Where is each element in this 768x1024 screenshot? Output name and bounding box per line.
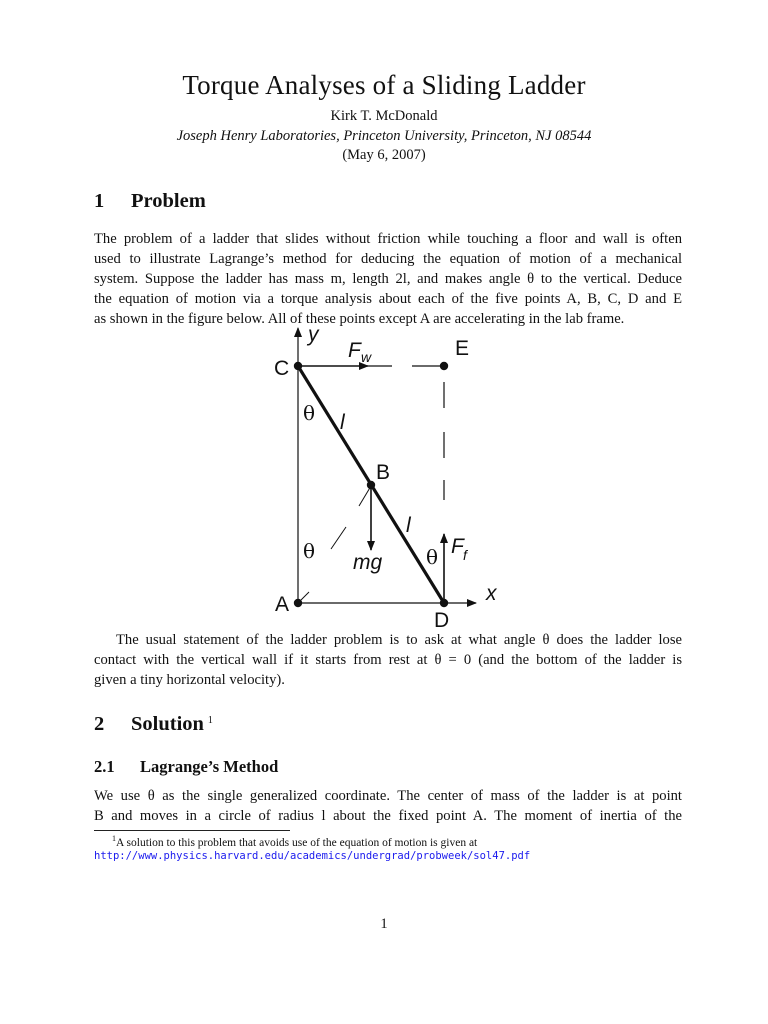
point-a-dot <box>294 599 302 607</box>
theta-right-symbol: θ <box>426 545 439 569</box>
paper-date: (May 6, 2007) <box>342 147 426 163</box>
footnote-body: A solution to this problem that avoids use of the equation of motion is given at <box>116 836 478 849</box>
text-line: B and moves in a circle of radius l about the fixed point A. The moment of inertia of the <box>94 808 682 824</box>
point-d-dot <box>440 599 448 607</box>
point-e-dot <box>440 362 448 370</box>
ladder-figure <box>260 320 520 630</box>
page-number: 1 <box>380 916 388 932</box>
author-name: Kirk T. McDonald <box>330 108 438 124</box>
point-c-dot <box>294 362 302 370</box>
subsection-2-1-paragraph <box>94 786 682 826</box>
text-line: given a tiny horizontal velocity). <box>94 672 285 688</box>
subsection-title: Lagrange’s Method <box>140 757 279 776</box>
point-b-dot <box>367 481 375 489</box>
wall-force-subscript: w <box>361 349 372 365</box>
point-d-label: D <box>434 609 450 630</box>
footnote-rule <box>94 830 290 831</box>
author-affiliation: Joseph Henry Laboratories, Princeton University, Princeton, NJ 08544 <box>176 128 592 144</box>
diagonal-tick <box>331 527 346 549</box>
x-axis-label: x <box>486 582 497 605</box>
point-b-label: B <box>376 461 391 484</box>
section-1-paragraph <box>94 229 682 329</box>
footnote-text <box>112 834 712 849</box>
point-a-label: A <box>275 593 290 616</box>
theta-top-symbol: θ <box>303 401 316 425</box>
section-title: Solution <box>131 713 204 735</box>
footnote-number: 1 <box>112 834 116 843</box>
theta-left-symbol: θ <box>303 539 316 563</box>
text-line: The usual statement of the ladder problem is to ask at what angle θ does the ladder lose <box>116 632 682 648</box>
weight-label: mg <box>353 551 383 574</box>
upper-half-length-label: l <box>340 411 345 434</box>
text-line: as shown in the figure below. All of these points except A are accelerating in the lab frame. <box>94 311 625 327</box>
diagonal-tick <box>359 486 371 506</box>
figure-followup-paragraph <box>94 630 682 690</box>
lower-half-length-label: l <box>406 514 411 537</box>
text-line: system. Suppose the ladder has mass m, length 2l, and makes angle θ to the vertical. Deduce <box>94 271 682 287</box>
section-1-heading <box>94 190 206 213</box>
y-axis-label: y <box>308 323 319 346</box>
text-line: contact with the vertical wall if it starts from rest at θ = 0 (and the bottom of the ladder is <box>94 652 682 668</box>
text-line: The problem of a ladder that slides without friction while touching a floor and wall is often <box>94 231 682 247</box>
subsection-number: 2.1 <box>94 757 115 776</box>
section-number: 2 <box>94 713 105 735</box>
floor-force-subscript: f <box>463 547 467 563</box>
section-number: 1 <box>94 190 105 212</box>
footnote-mark: 1 <box>207 715 213 726</box>
section-2-heading <box>94 713 213 736</box>
wall-force-label: F <box>348 339 361 362</box>
section-title: Problem <box>131 190 206 212</box>
text-line: We use θ as the single generalized coordinate. The center of mass of the ladder is at point <box>94 788 682 804</box>
point-c-label: C <box>274 357 290 380</box>
paper-title: Torque Analyses of a Sliding Ladder <box>182 70 586 100</box>
footnote-link[interactable]: http://www.physics.harvard.edu/academics/undergrad/probweek/sol47.pdf <box>94 850 531 862</box>
text-line: the equation of motion via a torque analysis about each of the five points A, B, C, D and E <box>94 291 682 307</box>
text-line: used to illustrate Lagrange’s method for deducing the equation of motion of a mechanical <box>94 251 682 267</box>
point-e-label: E <box>455 337 470 360</box>
floor-force-label: F <box>451 535 464 558</box>
subsection-2-1-heading <box>94 757 278 777</box>
